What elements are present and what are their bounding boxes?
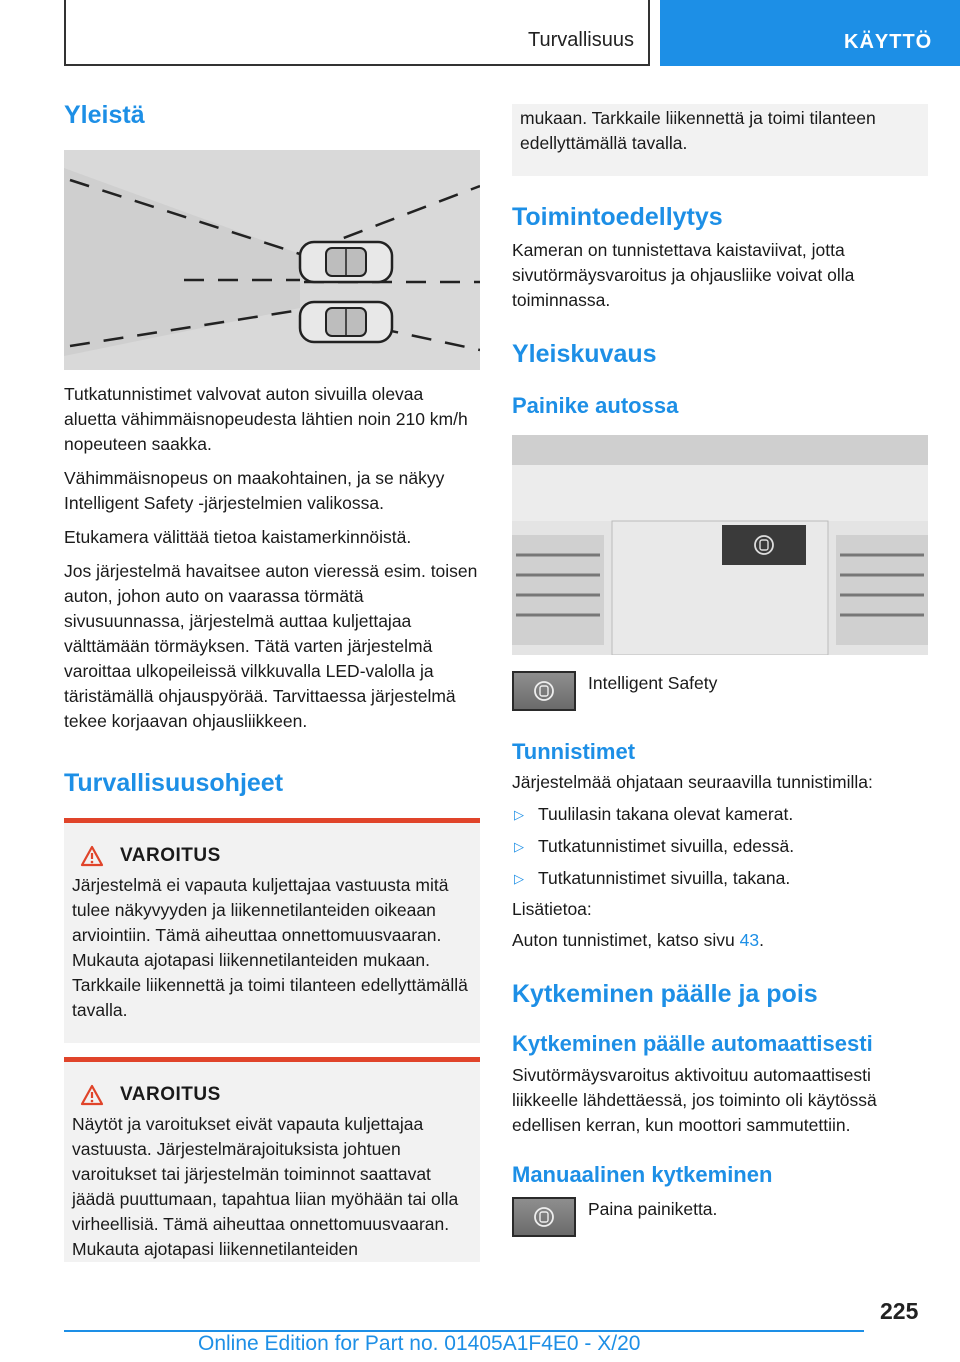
heading-general: Yleistä (64, 101, 145, 129)
more-info-label: Lisätietoa: (512, 898, 592, 919)
page-number: 225 (880, 1298, 919, 1324)
para-prerequisite: Kameran on tunnistettava kaistaviivat, jotta sivutörmäysvaroitus ja ohjausliike voivat olla toiminnassa. (512, 240, 855, 310)
para-auto-on: Sivutörmäysvaroitus aktivoituu automaattisesti liikkeelle lähdettäessä, jos toiminto oli käytössä edellisen kerran, kun moottori sammutettiin. (512, 1065, 877, 1136)
page-reference-link[interactable]: 43 (739, 929, 760, 950)
button-location-photo (512, 435, 928, 655)
side-collision-illustration (64, 150, 480, 370)
car-front-icon (300, 242, 392, 282)
heading-auto-on: Kytkeminen päälle automaattisesti (512, 1030, 873, 1056)
sensor-list (512, 802, 928, 891)
bullet-triangle-icon: ▷ (514, 870, 524, 886)
intelligent-safety-label: Intelligent Safety (588, 673, 718, 694)
warning-title-1: VAROITUS (120, 845, 221, 866)
heading-safety: Turvallisuusohjeet (64, 769, 284, 797)
header-section-title: Turvallisuus (528, 29, 634, 51)
warning-continuation-text: mukaan. Tarkkaile liikennettä ja toimi tilanteen edellyttämällä tavalla. (520, 108, 876, 153)
car-rear-icon (300, 302, 392, 342)
intelligent-safety-button[interactable] (512, 671, 576, 711)
manual-instruction: Paina painiketta. (588, 1198, 718, 1219)
left-column (64, 100, 480, 1262)
warning-triangle-icon (80, 845, 104, 867)
footer-edition: Online Edition for Part no. 01405A1F4E0 - X/20 (198, 1332, 641, 1355)
button-callout-manual (512, 1197, 928, 1237)
para-radar-range: Tutkatunnistimet valvovat auton sivuilla olevaa aluetta vähimmäisnopeudesta lähtien noin 210 km/h nopeuteen saakka. (64, 384, 468, 454)
heading-overview: Yleiskuvaus (512, 340, 657, 368)
warning-continuation-box (512, 104, 928, 176)
list-item: ▷ Tuulilasin takana olevat kamerat. (512, 802, 928, 827)
header-chapter-tab[interactable] (660, 0, 960, 66)
sensors-intro: Järjestelmää ohjataan seuraavilla tunnistimilla: (512, 771, 873, 792)
header-chapter-title: KÄYTTÖ (844, 31, 933, 53)
heading-button-in-car: Painike autossa (512, 393, 679, 418)
right-column (512, 104, 928, 1237)
warning-triangle-icon (80, 1084, 104, 1106)
heading-prerequisite: Toimintoedellytys (512, 203, 723, 231)
bullet-triangle-icon: ▷ (514, 806, 524, 822)
warning-box-2 (64, 1057, 480, 1262)
bullet-triangle-icon: ▷ (514, 838, 524, 854)
warning-text-2: Näytöt ja varoitukset eivät vapauta kuljettajaa vastuusta. Järjestelmärajoituksista johtuen varoitukset tai järjestelmän toiminnot saattavat jäädä puuttumaan, tapahtua liian myöhään tai olla virheellisiä. Tämä aiheuttaa onnettomuusvaaran. Mukauta ajotapasi liikennetilanteiden (72, 1114, 459, 1259)
para-front-camera: Etukamera välittää tietoa kaistamerkinnöistä. (64, 527, 412, 547)
heading-sensors: Tunnistimet (512, 739, 636, 765)
warning-box-1 (64, 818, 480, 1043)
intelligent-safety-button[interactable] (512, 1197, 576, 1237)
list-item: ▷ Tutkatunnistimet sivuilla, edessä. (512, 834, 928, 859)
intelligent-safety-icon (533, 680, 555, 702)
heading-switch-on-off: Kytkeminen päälle ja pois (512, 979, 818, 1008)
button-callout-intelligent-safety (512, 671, 928, 711)
para-min-speed: Vähimmäisnopeus on maakohtainen, ja se näkyy Intelligent Safety -järjestelmien valikossa. (64, 468, 445, 513)
warning-text-1: Järjestelmä ei vapauta kuljettajaa vastuusta mitä tulee näkyvyyden ja liikennetilanteiden oikeaan arviointiin. Tämä aiheuttaa onnettomuusvaaran. Mukauta ajotapasi liikennetilanteiden mukaan. Tarkkaile liikennettä ja toimi tilanteen edellyttämällä tavalla. (72, 875, 468, 1020)
para-collision-assist: Jos järjestelmä havaitsee auton vieressä esim. toisen auton, johon auto on vaarassa törmätä sivusuunnassa, järjestelmä auttaa kuljettajaa välttämään törmäyksen. Tätä varten järjestelmä varoittaa ulkopeileissä vilkkuvalla LED-valolla ja täristämällä ohjauspyörää. Tarvittaessa järjestelmä tekee korjaavan ohjausliikkeen. (64, 561, 478, 731)
intelligent-safety-icon (533, 1206, 555, 1228)
heading-manual: Manuaalinen kytkeminen (512, 1162, 773, 1188)
sensor-reference: Auton tunnistimet, katso sivu 43. (512, 929, 764, 950)
header-section-box (64, 0, 650, 66)
warning-title-2: VAROITUS (120, 1084, 221, 1105)
list-item: ▷ Tutkatunnistimet sivuilla, takana. (512, 866, 928, 891)
